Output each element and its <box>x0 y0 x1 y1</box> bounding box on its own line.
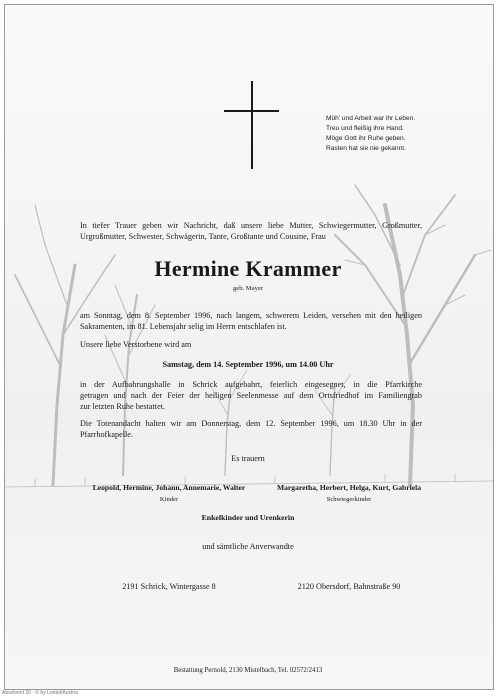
address-right: 2120 Obersdorf, Bahnstraße 90 <box>297 582 401 591</box>
vigil-line-2: Pfarrhofkapelle. <box>80 430 133 439</box>
children-role: Kinder <box>159 496 179 503</box>
death-notice-line-1: am Sonntag, dem 8. September 1996, nach langem, schwerem Leiden, versehen mit den heiligen <box>80 311 422 320</box>
funeral-date: Samstag, dem 14. September 1996, um 14.00 Uhr <box>162 360 334 369</box>
death-notice-line-2: Sakramenten, im 81. Lebensjahr selig im Herrn entschlafen ist. <box>80 322 287 331</box>
birth-name: geb. Mayer <box>232 285 264 292</box>
vigil-line-1: Die Totenandacht halten wir am Donnerstag, dem 12. September 1996, um 18.30 Uhr in der <box>80 419 422 428</box>
grandchildren: Enkelkinder und Urenkerin <box>201 513 295 522</box>
poem <box>326 114 415 154</box>
funeral-details-line-1: in der Aufbahrungshalle in Schrick aufgebahrt, feierlich eingesegnet, in die Pfarrkirche <box>80 380 422 389</box>
relatives: und sämtliche Anverwandte <box>202 542 294 551</box>
poem-line: Möge Gott ihr Ruhe geben. <box>326 135 406 142</box>
funeral-details-line-2: getragen und nach der Feier der heiligen Seelenmesse auf dem Ortsfriedhof im Familiengrab <box>80 391 422 400</box>
address-left: 2191 Schrick, Wintergasse 8 <box>122 582 216 591</box>
poem-line: Rasten hat sie nie gekannt. <box>326 145 406 152</box>
funeral-intro: Unsere liebe Verstorbene wird am <box>80 340 192 349</box>
funeral-home-footer: Bestattung Pernold, 2130 Mistelbach, Tel. 02572/2413 <box>173 667 323 674</box>
mourners-heading: Es trauern <box>231 454 265 463</box>
meta-text: Absolvent 20 · © by Lootet/Austria <box>2 690 78 696</box>
funeral-details-line-3: zur letzten Ruhe bestattet. <box>80 402 166 411</box>
poem-line: Treu und fleißig ihre Hand. <box>326 125 404 132</box>
intro-line-1: In tiefer Trauer geben wir Nachricht, daß unsere liebe Mutter, Schwiegermutter, Großmutter, <box>80 221 422 230</box>
poem-line: Müh' und Arbeit war ihr Leben. <box>326 115 416 122</box>
in-laws-names: Margaretha, Herbert, Helga, Kurt, Gabriela <box>276 483 422 492</box>
in-laws-role: Schwiegerkinder <box>326 496 372 503</box>
deceased-name: Hermine Krammer <box>154 256 342 281</box>
intro-line-2: Urgroßmutter, Schwester, Schwägerin, Tante, Großtante und Cousine, Frau <box>80 232 326 241</box>
children-names: Leopold, Hermine, Johann, Annemarie, Walter <box>92 483 246 492</box>
